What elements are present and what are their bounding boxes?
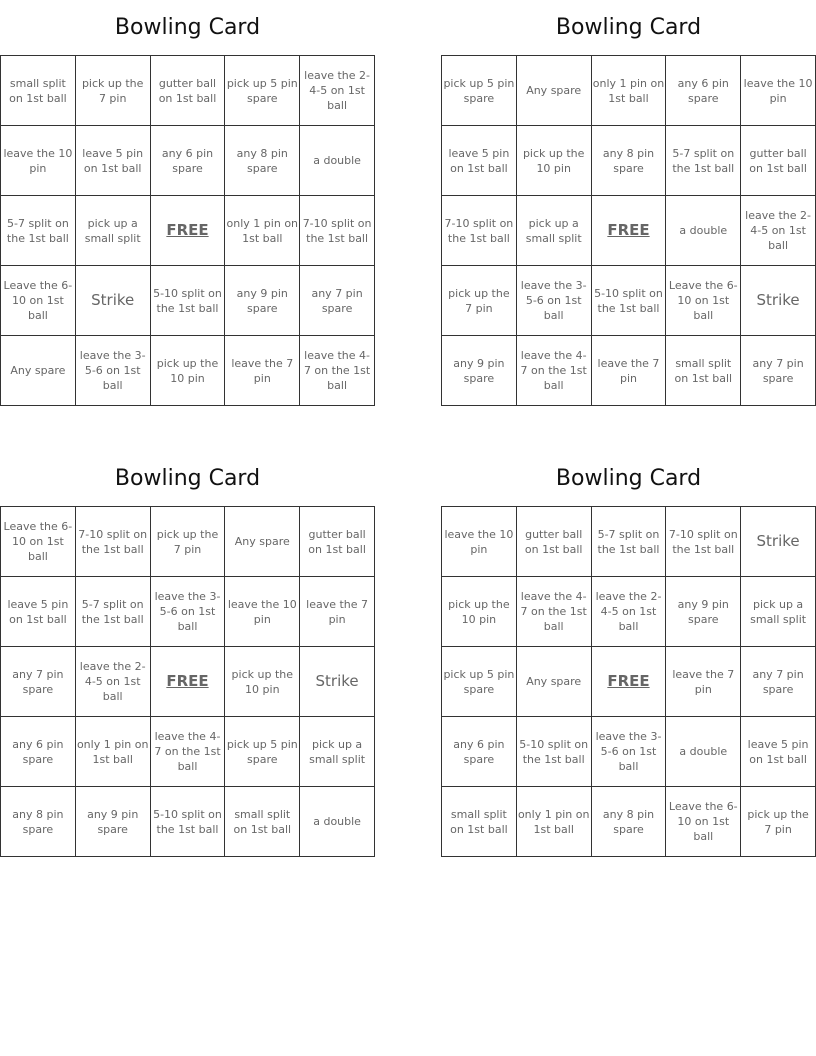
bingo-cell: a double <box>666 196 741 266</box>
bingo-cell: pick up 5 pin spare <box>442 56 517 126</box>
card-grid <box>0 506 375 857</box>
bingo-cell: leave the 2-4-5 on 1st ball <box>300 56 375 126</box>
bingo-cell: 5-10 split on the 1st ball <box>517 717 592 787</box>
bingo-cell: leave the 10 pin <box>1 126 76 196</box>
bowling-card <box>441 0 816 406</box>
bingo-cell: any 6 pin spare <box>666 56 741 126</box>
bingo-cell: leave 5 pin on 1st ball <box>76 126 151 196</box>
card-title: Bowling Card <box>114 15 261 40</box>
bingo-cell: gutter ball on 1st ball <box>300 507 375 577</box>
free-space-cell: FREE <box>151 196 226 266</box>
strike-cell: Strike <box>741 507 816 577</box>
bingo-cell: leave the 2-4-5 on 1st ball <box>741 196 816 266</box>
bingo-cell: any 9 pin spare <box>442 336 517 406</box>
bingo-cell: pick up the 7 pin <box>151 507 226 577</box>
bingo-cell: any 6 pin spare <box>151 126 226 196</box>
bingo-cell: pick up the 10 pin <box>151 336 226 406</box>
bingo-cell: a double <box>666 717 741 787</box>
bingo-cell: leave the 3-5-6 on 1st ball <box>76 336 151 406</box>
bingo-cell: any 6 pin spare <box>442 717 517 787</box>
bingo-cell: Leave the 6-10 on 1st ball <box>666 787 741 857</box>
card-grid <box>441 55 816 406</box>
bingo-cell: any 7 pin spare <box>1 647 76 717</box>
bingo-cell: leave the 7 pin <box>592 336 667 406</box>
bingo-cell: any 7 pin spare <box>741 647 816 717</box>
bingo-cell: leave the 2-4-5 on 1st ball <box>592 577 667 647</box>
bingo-cell: leave the 4-7 on the 1st ball <box>517 577 592 647</box>
bingo-cell: any 9 pin spare <box>666 577 741 647</box>
strike-cell: Strike <box>76 266 151 336</box>
bingo-cell: 5-7 split on the 1st ball <box>592 507 667 577</box>
free-space-cell: FREE <box>592 196 667 266</box>
bingo-cell: pick up 5 pin spare <box>225 56 300 126</box>
bingo-cell: any 8 pin spare <box>225 126 300 196</box>
bingo-cell: only 1 pin on 1st ball <box>76 717 151 787</box>
bingo-cell: a double <box>300 126 375 196</box>
bingo-cell: any 8 pin spare <box>1 787 76 857</box>
card-grid <box>0 55 375 406</box>
bingo-cell: gutter ball on 1st ball <box>151 56 226 126</box>
bingo-cell: leave 5 pin on 1st ball <box>1 577 76 647</box>
bowling-card <box>0 451 375 857</box>
bingo-cell: pick up the 10 pin <box>517 126 592 196</box>
bingo-cell: any 8 pin spare <box>592 126 667 196</box>
bingo-cell: 5-7 split on the 1st ball <box>1 196 76 266</box>
bingo-cell: only 1 pin on 1st ball <box>517 787 592 857</box>
bingo-cell: leave the 3-5-6 on 1st ball <box>517 266 592 336</box>
bingo-cell: small split on 1st ball <box>225 787 300 857</box>
bingo-cell: Leave the 6-10 on 1st ball <box>666 266 741 336</box>
bingo-cell: only 1 pin on 1st ball <box>225 196 300 266</box>
bingo-cell: 7-10 split on the 1st ball <box>300 196 375 266</box>
bingo-cell: pick up 5 pin spare <box>442 647 517 717</box>
bingo-cell: pick up a small split <box>300 717 375 787</box>
bingo-cell: pick up the 7 pin <box>76 56 151 126</box>
card-title: Bowling Card <box>555 15 702 40</box>
bingo-cell: 5-7 split on the 1st ball <box>666 126 741 196</box>
card-title: Bowling Card <box>555 466 702 491</box>
bingo-cell: Leave the 6-10 on 1st ball <box>1 507 76 577</box>
bingo-cell: leave the 2-4-5 on 1st ball <box>76 647 151 717</box>
bingo-cell: leave the 10 pin <box>442 507 517 577</box>
bingo-cell: pick up 5 pin spare <box>225 717 300 787</box>
bingo-cell: small split on 1st ball <box>442 787 517 857</box>
bingo-cell: pick up the 7 pin <box>442 266 517 336</box>
bingo-cell: Leave the 6-10 on 1st ball <box>1 266 76 336</box>
bingo-cell: only 1 pin on 1st ball <box>592 56 667 126</box>
bingo-cell: leave the 4-7 on the 1st ball <box>151 717 226 787</box>
bingo-cell: pick up the 7 pin <box>741 787 816 857</box>
bingo-cell: Any spare <box>225 507 300 577</box>
bingo-cell: leave the 10 pin <box>225 577 300 647</box>
card-grid <box>441 506 816 857</box>
bingo-cell: small split on 1st ball <box>666 336 741 406</box>
bingo-cell: pick up the 10 pin <box>225 647 300 717</box>
bingo-cell: any 9 pin spare <box>225 266 300 336</box>
bingo-cell: leave the 7 pin <box>666 647 741 717</box>
bingo-cell: leave the 10 pin <box>741 56 816 126</box>
bingo-cell: pick up a small split <box>517 196 592 266</box>
free-space-cell: FREE <box>151 647 226 717</box>
bingo-cell: leave the 4-7 on the 1st ball <box>300 336 375 406</box>
bingo-cell: Any spare <box>1 336 76 406</box>
bingo-cell: 5-10 split on the 1st ball <box>151 787 226 857</box>
bingo-cell: 5-10 split on the 1st ball <box>151 266 226 336</box>
bingo-cell: any 6 pin spare <box>1 717 76 787</box>
card-title: Bowling Card <box>114 466 261 491</box>
strike-cell: Strike <box>300 647 375 717</box>
bingo-cell: 5-10 split on the 1st ball <box>592 266 667 336</box>
bingo-cell: 7-10 split on the 1st ball <box>666 507 741 577</box>
bingo-cell: any 7 pin spare <box>300 266 375 336</box>
bingo-cell: gutter ball on 1st ball <box>517 507 592 577</box>
bingo-cell: any 7 pin spare <box>741 336 816 406</box>
bingo-cell: small split on 1st ball <box>1 56 76 126</box>
bingo-cell: 7-10 split on the 1st ball <box>76 507 151 577</box>
bingo-cell: a double <box>300 787 375 857</box>
bingo-cell: leave the 7 pin <box>300 577 375 647</box>
bowling-card <box>441 451 816 857</box>
bowling-card <box>0 0 375 406</box>
bingo-cell: 7-10 split on the 1st ball <box>442 196 517 266</box>
bingo-cell: gutter ball on 1st ball <box>741 126 816 196</box>
bingo-cell: leave 5 pin on 1st ball <box>442 126 517 196</box>
bingo-cell: Any spare <box>517 56 592 126</box>
free-space-cell: FREE <box>592 647 667 717</box>
bingo-cell: leave 5 pin on 1st ball <box>741 717 816 787</box>
bingo-cell: 5-7 split on the 1st ball <box>76 577 151 647</box>
bingo-cell: leave the 3-5-6 on 1st ball <box>592 717 667 787</box>
bingo-cell: pick up a small split <box>741 577 816 647</box>
bingo-cell: leave the 3-5-6 on 1st ball <box>151 577 226 647</box>
bingo-cell: leave the 7 pin <box>225 336 300 406</box>
bingo-cell: pick up the 10 pin <box>442 577 517 647</box>
bingo-cell: pick up a small split <box>76 196 151 266</box>
bingo-cell: any 8 pin spare <box>592 787 667 857</box>
bingo-cell: Any spare <box>517 647 592 717</box>
bingo-cell: leave the 4-7 on the 1st ball <box>517 336 592 406</box>
strike-cell: Strike <box>741 266 816 336</box>
bingo-cell: any 9 pin spare <box>76 787 151 857</box>
